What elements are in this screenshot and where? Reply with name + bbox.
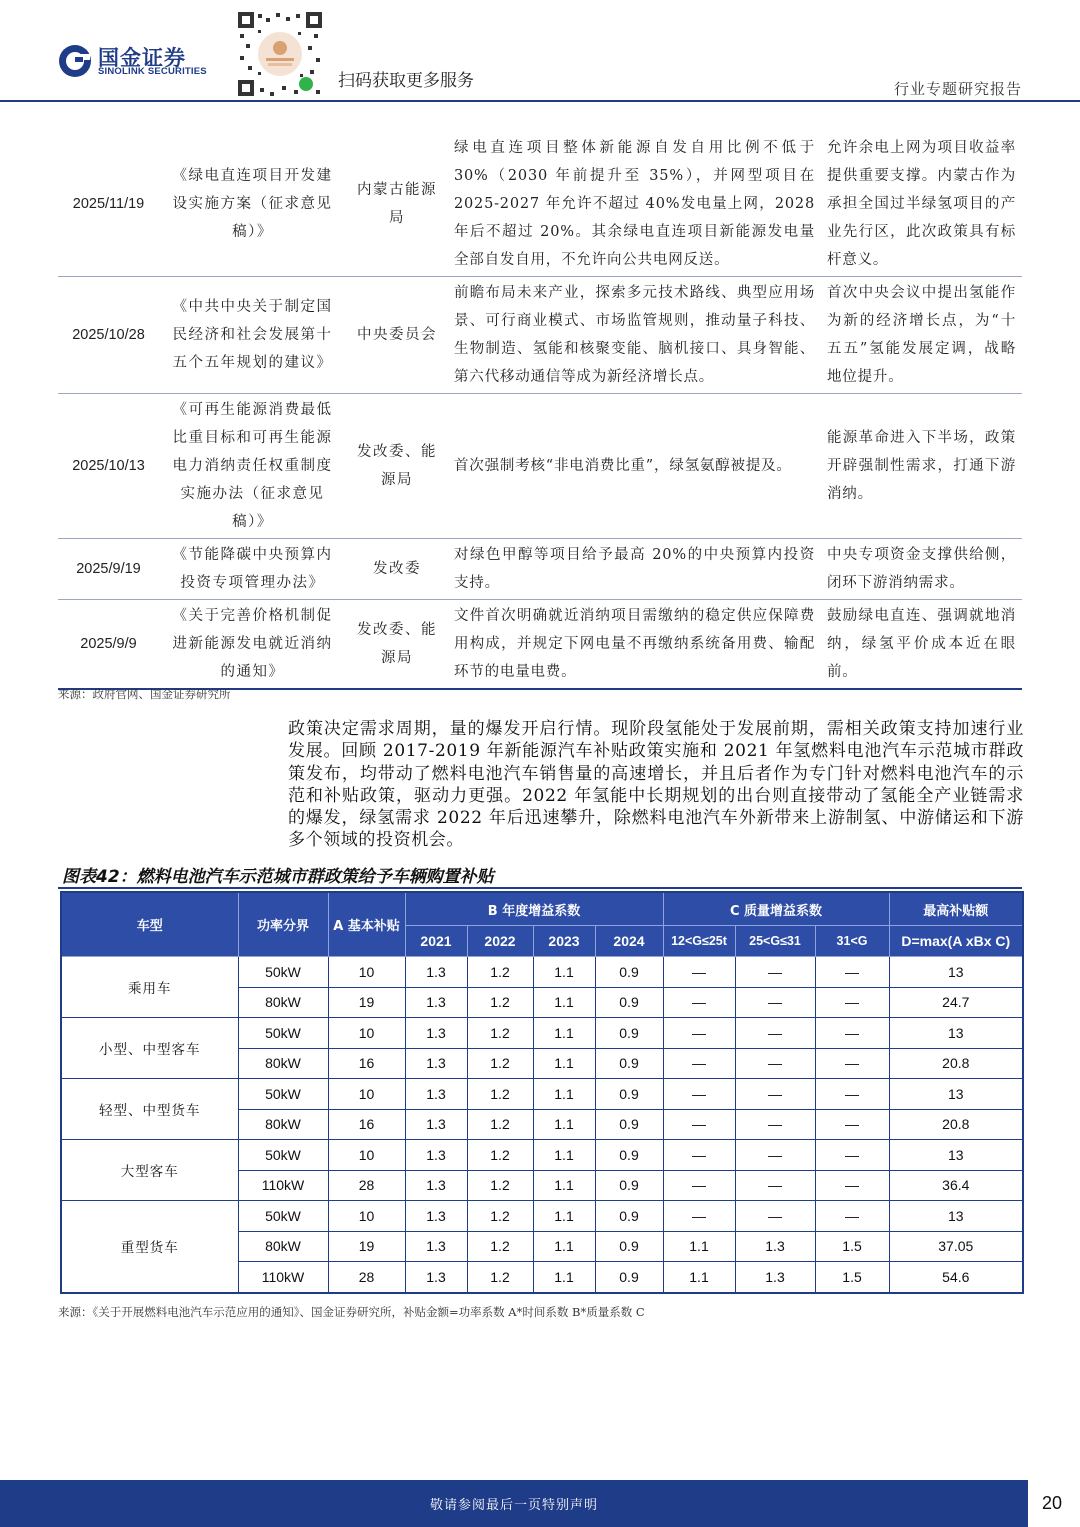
power-cell: 50kW	[238, 1140, 328, 1171]
header-mass: 31<G	[815, 926, 889, 957]
mass-coefficient-cell: —	[815, 1048, 889, 1079]
year-coefficient-cell: 1.3	[405, 1201, 467, 1232]
mass-coefficient-cell: —	[815, 1170, 889, 1201]
year-coefficient-cell: 1.3	[405, 1079, 467, 1110]
policy-org: 中央委员会	[346, 277, 448, 394]
mass-coefficient-cell: —	[815, 1140, 889, 1171]
year-coefficient-cell: 0.9	[595, 957, 663, 988]
logo-en: SINOLINK SECURITIES	[98, 66, 207, 77]
figure-title: 图表42：燃料电池汽车示范城市群政策给予车辆购置补贴	[62, 867, 494, 887]
max-subsidy-cell: 13	[889, 1018, 1023, 1049]
year-coefficient-cell: 1.3	[405, 1048, 467, 1079]
year-coefficient-cell: 1.1	[533, 1201, 595, 1232]
max-subsidy-cell: 13	[889, 1079, 1023, 1110]
table-row	[61, 1079, 1023, 1110]
max-subsidy-cell: 13	[889, 1201, 1023, 1232]
subsidy-table	[60, 891, 1024, 1294]
mass-coefficient-cell: 1.3	[735, 1231, 815, 1262]
table-row	[58, 600, 1022, 690]
policy-name: 《中共中央关于制定国民经济和社会发展第十五个五年规划的建议》	[159, 277, 346, 394]
table-row	[61, 957, 1023, 988]
header-year: 2021	[405, 926, 467, 957]
report-type: 行业专题研究报告	[893, 80, 1022, 98]
max-subsidy-cell: 20.8	[889, 1048, 1023, 1079]
base-subsidy-cell: 16	[328, 1109, 405, 1140]
mass-coefficient-cell: —	[735, 1140, 815, 1171]
mass-coefficient-cell: —	[815, 957, 889, 988]
year-coefficient-cell: 1.2	[467, 1170, 533, 1201]
base-subsidy-cell: 10	[328, 957, 405, 988]
mass-coefficient-cell: —	[663, 1079, 735, 1110]
year-coefficient-cell: 1.1	[533, 1048, 595, 1079]
table-row	[61, 1018, 1023, 1049]
year-coefficient-cell: 1.2	[467, 1231, 533, 1262]
vehicle-type: 小型、中型客车	[61, 1018, 238, 1079]
base-subsidy-cell: 28	[328, 1262, 405, 1293]
vehicle-type: 轻型、中型货车	[61, 1079, 238, 1140]
header-divider	[0, 100, 1080, 102]
year-coefficient-cell: 1.2	[467, 1201, 533, 1232]
mass-coefficient-cell: 1.1	[663, 1231, 735, 1262]
year-coefficient-cell: 1.3	[405, 1140, 467, 1171]
table-row	[58, 539, 1022, 600]
mass-coefficient-cell: —	[815, 1079, 889, 1110]
header-mass-coefficient: C 质量增益系数	[663, 892, 889, 926]
year-coefficient-cell: 1.3	[405, 1231, 467, 1262]
year-coefficient-cell: 1.3	[405, 1262, 467, 1293]
header-max-formula: D=max(A xBx C)	[889, 926, 1023, 957]
policy-org: 内蒙古能源局	[346, 132, 448, 277]
base-subsidy-cell: 28	[328, 1170, 405, 1201]
power-cell: 80kW	[238, 987, 328, 1018]
year-coefficient-cell: 1.1	[533, 1079, 595, 1110]
year-coefficient-cell: 1.1	[533, 1262, 595, 1293]
header-mass: 12<G≤25t	[663, 926, 735, 957]
year-coefficient-cell: 1.2	[467, 1048, 533, 1079]
year-coefficient-cell: 0.9	[595, 987, 663, 1018]
sinolink-logo-icon	[58, 44, 92, 78]
year-coefficient-cell: 1.3	[405, 1109, 467, 1140]
policy-table	[58, 132, 1022, 690]
power-cell: 50kW	[238, 1018, 328, 1049]
mass-coefficient-cell: 1.3	[735, 1262, 815, 1293]
year-coefficient-cell: 0.9	[595, 1231, 663, 1262]
mass-coefficient-cell: —	[663, 1109, 735, 1140]
year-coefficient-cell: 0.9	[595, 1048, 663, 1079]
mass-coefficient-cell: —	[735, 957, 815, 988]
base-subsidy-cell: 10	[328, 1079, 405, 1110]
policy-content: 前瞻布局未来产业，探索多元技术路线、典型应用场景、可行商业模式、市场监管规则，推动量子科技、生物制造、氢能和核聚变能、脑机接口、具身智能、第六代移动通信等成为新经济增长点。	[448, 277, 821, 394]
year-coefficient-cell: 1.3	[405, 1170, 467, 1201]
year-coefficient-cell: 1.1	[533, 1170, 595, 1201]
table-header-row	[61, 892, 1023, 926]
mass-coefficient-cell: —	[735, 987, 815, 1018]
base-subsidy-cell: 16	[328, 1048, 405, 1079]
policy-content: 对绿色甲醇等项目给予最高 20%的中央预算内投资支持。	[448, 539, 821, 600]
policy-org: 发改委、能源局	[346, 394, 448, 539]
header-year: 2024	[595, 926, 663, 957]
policy-name: 《可再生能源消费最低比重目标和可再生能源电力消纳责任权重制度实施办法（征求意见稿）》	[159, 394, 346, 539]
power-cell: 50kW	[238, 957, 328, 988]
year-coefficient-cell: 0.9	[595, 1109, 663, 1140]
year-coefficient-cell: 1.2	[467, 987, 533, 1018]
base-subsidy-cell: 10	[328, 1140, 405, 1171]
vehicle-type: 乘用车	[61, 957, 238, 1018]
year-coefficient-cell: 1.1	[533, 957, 595, 988]
table-row	[58, 277, 1022, 394]
year-coefficient-cell: 1.2	[467, 1262, 533, 1293]
logo-cn: 国金证券	[98, 46, 186, 70]
table-row	[61, 1201, 1023, 1232]
subsidy-table-body	[61, 957, 1023, 1293]
policy-table-source: 来源：政府官网、国金证券研究所	[58, 687, 231, 701]
power-cell: 80kW	[238, 1109, 328, 1140]
policy-date: 2025/9/19	[58, 539, 159, 600]
power-cell: 50kW	[238, 1201, 328, 1232]
policy-name: 《绿电直连项目开发建设实施方案（征求意见稿）》	[159, 132, 346, 277]
mass-coefficient-cell: —	[663, 1140, 735, 1171]
policy-org: 发改委	[346, 539, 448, 600]
year-coefficient-cell: 1.1	[533, 987, 595, 1018]
max-subsidy-cell: 36.4	[889, 1170, 1023, 1201]
mass-coefficient-cell: —	[815, 1018, 889, 1049]
year-coefficient-cell: 1.1	[533, 1018, 595, 1049]
policy-date: 2025/9/9	[58, 600, 159, 690]
policy-name: 《节能降碳中央预算内投资专项管理办法》	[159, 539, 346, 600]
year-coefficient-cell: 0.9	[595, 1201, 663, 1232]
mass-coefficient-cell: —	[815, 987, 889, 1018]
table-row	[58, 132, 1022, 277]
year-coefficient-cell: 1.2	[467, 1109, 533, 1140]
power-cell: 80kW	[238, 1231, 328, 1262]
header-base-subsidy: A 基本补贴	[328, 892, 405, 957]
mass-coefficient-cell: —	[735, 1079, 815, 1110]
mass-coefficient-cell: —	[663, 1048, 735, 1079]
power-cell: 80kW	[238, 1048, 328, 1079]
policy-date: 2025/11/19	[58, 132, 159, 277]
mass-coefficient-cell: —	[663, 1201, 735, 1232]
header-year: 2023	[533, 926, 595, 957]
year-coefficient-cell: 0.9	[595, 1079, 663, 1110]
policy-name: 《关于完善价格机制促进新能源发电就近消纳的通知》	[159, 600, 346, 690]
mass-coefficient-cell: —	[663, 1170, 735, 1201]
power-cell: 110kW	[238, 1170, 328, 1201]
max-subsidy-cell: 20.8	[889, 1109, 1023, 1140]
base-subsidy-cell: 10	[328, 1018, 405, 1049]
policy-content: 绿电直连项目整体新能源自发自用比例不低于 30%（2030 年前提升至 35%），并网型项目在 2025-2027 年允许不超过 40%发电量上网，2028 年后不超过 20%。其余绿电直连项目新能源发电量全部自发自用，不允许向公共电网反送。	[448, 132, 821, 277]
max-subsidy-cell: 24.7	[889, 987, 1023, 1018]
year-coefficient-cell: 1.1	[533, 1109, 595, 1140]
header-power: 功率分界	[238, 892, 328, 957]
base-subsidy-cell: 19	[328, 987, 405, 1018]
mass-coefficient-cell: —	[663, 1018, 735, 1049]
mass-coefficient-cell: 1.5	[815, 1231, 889, 1262]
mass-coefficient-cell: —	[815, 1109, 889, 1140]
year-coefficient-cell: 0.9	[595, 1170, 663, 1201]
mass-coefficient-cell: —	[735, 1048, 815, 1079]
year-coefficient-cell: 0.9	[595, 1018, 663, 1049]
year-coefficient-cell: 1.1	[533, 1140, 595, 1171]
mass-coefficient-cell: —	[735, 1170, 815, 1201]
policy-content: 首次强制考核“非电消费比重”，绿氢氨醇被提及。	[448, 394, 821, 539]
mass-coefficient-cell: —	[815, 1201, 889, 1232]
header-year: 2022	[467, 926, 533, 957]
mass-coefficient-cell: 1.5	[815, 1262, 889, 1293]
policy-meaning: 中央专项资金支撑供给侧，闭环下游消纳需求。	[821, 539, 1022, 600]
year-coefficient-cell: 1.2	[467, 1079, 533, 1110]
year-coefficient-cell: 1.2	[467, 1140, 533, 1171]
mass-coefficient-cell: 1.1	[663, 1262, 735, 1293]
header-mass: 25<G≤31	[735, 926, 815, 957]
scan-for-services-text: 扫码获取更多服务	[338, 71, 474, 91]
table-row	[58, 394, 1022, 539]
policy-meaning: 允许余电上网为项目收益率提供重要支撑。内蒙古作为承担全国过半绿氢项目的产业先行区，此次政策具有标杆意义。	[821, 132, 1022, 277]
mass-coefficient-cell: —	[735, 1201, 815, 1232]
figure-title-divider	[58, 887, 1022, 889]
base-subsidy-cell: 10	[328, 1201, 405, 1232]
max-subsidy-cell: 13	[889, 957, 1023, 988]
header-year-coefficient: B 年度增益系数	[405, 892, 663, 926]
year-coefficient-cell: 1.3	[405, 1018, 467, 1049]
policy-meaning: 能源革命进入下半场，政策开辟强制性需求，打通下游消纳。	[821, 394, 1022, 539]
figure-source: 来源：《关于开展燃料电池汽车示范应用的通知》、国金证券研究所，补贴金额=功率系数 A*时间系数 B*质量系数 C	[58, 1305, 645, 1319]
max-subsidy-cell: 13	[889, 1140, 1023, 1171]
policy-date: 2025/10/13	[58, 394, 159, 539]
base-subsidy-cell: 19	[328, 1231, 405, 1262]
mass-coefficient-cell: —	[663, 987, 735, 1018]
page-number: 20	[1041, 1493, 1062, 1513]
year-coefficient-cell: 1.2	[467, 1018, 533, 1049]
header-max-subsidy: 最高补贴额	[889, 892, 1023, 926]
table-row	[61, 1140, 1023, 1171]
policy-meaning: 鼓励绿电直连、强调就地消纳，绿氢平价成本近在眼前。	[821, 600, 1022, 690]
body-paragraph: 政策决定需求周期，量的爆发开启行情。现阶段氢能处于发展前期，需相关政策支持加速行业发展。回顾 2017-2019 年新能源汽车补贴政策实施和 2021 年氢燃料电池汽车示范城市群政策发布，均带动了燃料电池汽车销售量的高速增长，并且后者作为专门针对燃料电池汽车的示范和补贴政策，驱动力更强。2022 年氢能中长期规划的出台则直接带动了氢能全产业链需求的爆发，绿氢需求 2022 年后迅速攀升，除燃料电池汽车外新带来上游制氢、中游储运和下游多个领域的投资机会。	[288, 719, 1024, 851]
page-header	[0, 0, 1080, 102]
footer-disclaimer[interactable]: 敬请参阅最后一页特别声明	[429, 1498, 598, 1513]
mass-coefficient-cell: —	[663, 957, 735, 988]
header-vehicle: 车型	[61, 892, 238, 957]
policy-content: 文件首次明确就近消纳项目需缴纳的稳定供应保障费用构成，并规定下网电量不再缴纳系统备用费、输配环节的电量电费。	[448, 600, 821, 690]
max-subsidy-cell: 37.05	[889, 1231, 1023, 1262]
power-cell: 110kW	[238, 1262, 328, 1293]
year-coefficient-cell: 1.1	[533, 1231, 595, 1262]
mass-coefficient-cell: —	[735, 1109, 815, 1140]
policy-meaning: 首次中央会议中提出氢能作为新的经济增长点，为“十五五”氢能发展定调，战略地位提升。	[821, 277, 1022, 394]
qr-code-icon[interactable]	[236, 10, 324, 98]
policy-org: 发改委、能源局	[346, 600, 448, 690]
power-cell: 50kW	[238, 1079, 328, 1110]
year-coefficient-cell: 1.3	[405, 987, 467, 1018]
year-coefficient-cell: 0.9	[595, 1140, 663, 1171]
vehicle-type: 重型货车	[61, 1201, 238, 1293]
mass-coefficient-cell: —	[735, 1018, 815, 1049]
year-coefficient-cell: 1.3	[405, 957, 467, 988]
policy-date: 2025/10/28	[58, 277, 159, 394]
vehicle-type: 大型客车	[61, 1140, 238, 1201]
year-coefficient-cell: 0.9	[595, 1262, 663, 1293]
max-subsidy-cell: 54.6	[889, 1262, 1023, 1293]
year-coefficient-cell: 1.2	[467, 957, 533, 988]
